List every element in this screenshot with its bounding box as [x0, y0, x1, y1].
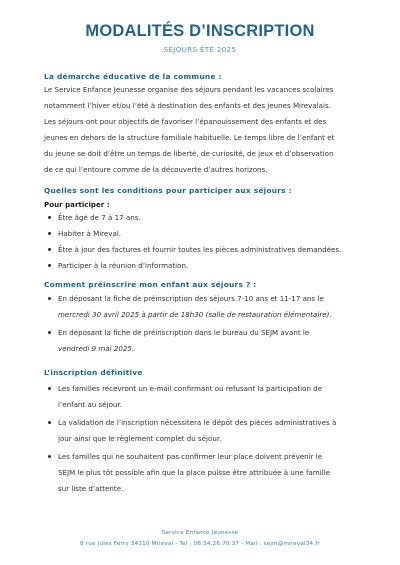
bullet-icon	[48, 216, 51, 219]
list-item-emphasis: vendredi 9 mai 2025.	[58, 344, 135, 353]
list-item-text: Les familles qui ne souhaitent pas confirmer leur place doivent prévenir le	[58, 452, 323, 461]
list-item-text: Les familles recevront un e-mail confirmant ou refusant la participation de	[58, 384, 323, 393]
paragraph-line: Les séjours ont pour objectifs de favoriser l’épanouissement des enfants et des	[44, 117, 327, 126]
page-title: MODALITÉS D’INSCRIPTION	[85, 22, 315, 40]
list-item-text: jour ainsi que le règlement complet du séjour.	[58, 434, 222, 443]
section-heading-preinscription: Comment préinscrire mon enfant aux séjours ? :	[44, 280, 257, 289]
section-heading-educative: La démarche éducative de la commune :	[44, 72, 222, 81]
paragraph-line: Le Service Enfance Jeunesse organise des séjours pendant les vacances scolaires	[44, 85, 334, 94]
list-item-text: En déposant la fiche de préinscription des séjours 7-10 ans et 11-17 ans	[58, 294, 316, 303]
list-item	[46, 258, 366, 274]
list-item-text: Participer à la réunion d’information.	[58, 261, 189, 270]
bullet-icon	[48, 331, 51, 334]
definitive-list	[46, 381, 366, 499]
list-item	[46, 210, 366, 226]
section-heading-definitive: L’inscription définitive	[44, 368, 143, 377]
paragraph-line: de ce qui l’entoure comme de la découverte d’autres horizons.	[44, 165, 268, 174]
list-item	[46, 242, 366, 258]
bullet-icon	[48, 264, 51, 267]
paragraph-line: jeunes en dehors de la structure familiale habituelle. Le temps libre de l’enfant et	[44, 133, 335, 142]
page-subtitle: SÉJOURS ÉTÉ 2025	[163, 45, 237, 54]
footer-organization: Service Enfance Jeunesse	[161, 530, 239, 536]
list-item	[46, 415, 366, 447]
list-item-text: sur liste d’attente.	[58, 484, 124, 493]
list-item	[46, 226, 366, 242]
paragraph-line: notamment l’hiver et/ou l’été à destination des enfants et des jeunes Mirevalais.	[44, 101, 331, 110]
conditions-label: Pour participer :	[44, 200, 110, 209]
list-item-text: Habiter à Mireval.	[58, 229, 122, 238]
footer-contact: 8 rue Jules Ferry 34110 Mireval - Tel : 06.34.26.70.37 - Mail : sejm@mireval34.fr	[80, 541, 320, 547]
preinscription-list	[46, 291, 366, 359]
list-item	[46, 291, 366, 323]
list-item-text: Être âgé de 7 à 17 ans.	[58, 213, 141, 222]
section-paragraph-educative	[44, 82, 364, 178]
list-item-emphasis: le	[317, 294, 324, 303]
bullet-icon	[48, 421, 51, 424]
list-item-emphasis: mercredi 30 avril 2025 à partir de 18h30 (salle de restauration élémentaire).	[58, 310, 332, 319]
list-item	[46, 381, 366, 413]
list-item-text: SEJM le plus tôt possible afin que la place puisse être attribuée à une famille	[58, 468, 331, 477]
bullet-icon	[48, 455, 51, 458]
list-item-text: l’enfant au séjour.	[58, 400, 122, 409]
bullet-icon	[48, 248, 51, 251]
bullet-icon	[48, 387, 51, 390]
bullet-icon	[48, 297, 51, 300]
list-item-text: En déposant la fiche de préinscription dans le bureau du SEJM avant le	[58, 328, 310, 337]
conditions-list	[46, 210, 366, 274]
section-heading-conditions: Quelles sont les conditions pour participer aux séjours :	[44, 186, 292, 195]
list-item	[46, 325, 366, 357]
list-item-text: La validation de l’inscription nécessitera le dépôt des pièces administratives à	[58, 418, 337, 427]
list-item-text: Être à jour des factures et fournir toutes les pièces administratives demandées.	[58, 245, 342, 254]
list-item	[46, 449, 366, 497]
bullet-icon	[48, 232, 51, 235]
paragraph-line: du jeune se doit d’être un temps de liberté, de curiosité, de jeux et d’observation	[44, 149, 334, 158]
